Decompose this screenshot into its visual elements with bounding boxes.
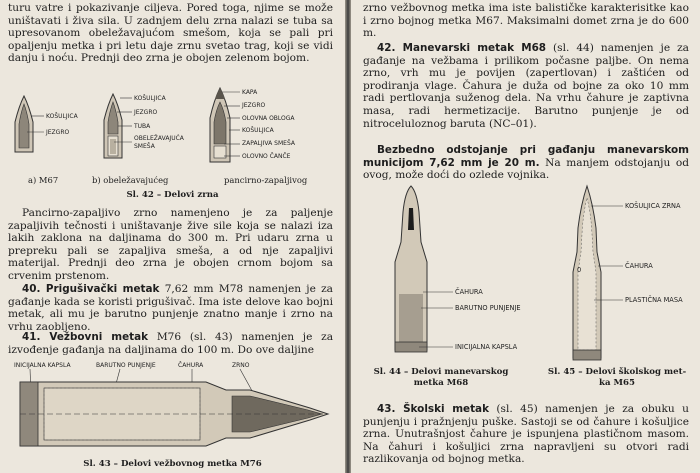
right-page [351, 0, 700, 473]
cartridge-m76-drawing [20, 382, 328, 446]
heading-section-42: 42. Manevarski metak M68 [377, 42, 547, 54]
paragraph-training-continued: zrno vežbovnog metka ima iste balističke karakterisitke kao i zrno bojnog metka M67. Maksimalni domet zrna je do 600 m. [363, 2, 689, 40]
label-obelezavajuca: OBELEŽAVAJUĆA [134, 135, 184, 142]
heading-section-40: 40. Prigušivački metak [22, 283, 160, 295]
paragraph-section-40 [8, 283, 333, 333]
figure-45-caption-line1: Sl. 45 – Delovi školskog met- [547, 367, 687, 377]
figure-44 [351, 182, 521, 360]
heading-section-41: 41. Vežbovni metak [22, 331, 149, 343]
label-barutno-punjenje-44: BARUTNO PUNJENJE [455, 304, 521, 312]
paragraph-section-41 [8, 331, 333, 356]
body-section-40: 7,62 mm M78 namenjen je za gađanje kada se koristi prigušivač. Ima iste delove kao bojni metak, ali mu je barutno punjenje znatno manje i zrno na vrhu zaobljeno. [8, 283, 333, 333]
bullet-tracer-drawing [104, 94, 185, 158]
label-olovna-obloga: OLOVNA OBLOGA [242, 115, 295, 122]
label-kosuljica-c: KOŠULJICA [242, 127, 274, 134]
safety-distance-heading: Bezbedno odstojanje pri gađanju manevarskom municijom 7,62 mm je 20 m. [363, 144, 689, 169]
mark-zero-45: 0 [577, 266, 582, 274]
figure-42-caption: Sl. 42 – Delovi zrna [126, 190, 219, 200]
figure-42 [0, 82, 345, 194]
figure-44-caption-line2: metka M68 [413, 378, 469, 388]
body-section-42: (sl. 44) namenjen je za gađanje na vežbama i prilikom počasne paljbe. On nema zrno, vrh mu je povijen (zapertlovan) i zaštićen od prodiranja vlage. Čahura je duža od bojne za oko 10 mm radi pertlovanja suženog dela. Na vrhu čahure je zaptivna masa, radi hermetizacije. Barutno punjenje je od nitroceluloznog baruta (NC–01). [363, 42, 689, 130]
left-page [0, 0, 345, 473]
figure-44-caption-line1: Sl. 44 – Delovi manevarskog [373, 367, 509, 377]
paragraph-tracer-bullet: turu vatre i pokazivanje ciljeva. Pored toga, njime se može uništavati i živa sila. U zadnjem delu zrna nalazi se tuba sa upresovanom obeležavajućom smešom, koja se pali pri opaljenju metka i pri letu daje zrnu svetao trag, koji se vidi danju i noću. Prednji deo zrna je obojen zelenom bojom. [8, 2, 333, 65]
label-kosuljica-a: KOŠULJICA [46, 113, 78, 120]
label-plasticna-masa: PLASTIČNA MASA [625, 296, 683, 304]
label-jezgro-a: JEZGRO [46, 129, 70, 136]
label-cahura-44: ČAHURA [455, 288, 483, 296]
label-cahura-45: ČAHURA [625, 262, 653, 270]
label-kapa: KAPA [242, 89, 258, 96]
paragraph-armor-piercing: Pancirno-zapaljivo zrno namenjeno je za paljenje zapaljivih tečnosti i uništavanje žive sile koja se nalazi iza lakih zaklona na daljinama do 300 m. Pri udaru zrna u prepreku pali se zapaljiva smeša, a od nje zapaljivi materijal. Prednji deo zrna je obojen crnom bojom sa crvenim prstenom. [8, 207, 333, 282]
label-zapaljiva-smesa: ZAPALJIVA SMEŠA [242, 140, 295, 147]
figure-45 [541, 182, 700, 368]
label-kosuljica-zrna: KOŠULJICA ZRNA [625, 202, 681, 210]
label-smesa: SMEŠA [134, 143, 155, 150]
blank-cartridge-m68-drawing [395, 186, 427, 352]
label-inicijalna-kapsla-44: INICIJALNA KAPSLA [455, 343, 518, 351]
label-inicijalna-kapsla-43: INICIJALNA KAPSLA [14, 362, 71, 369]
label-cahura-43: ČAHURA [178, 362, 204, 369]
subcaption-c: pancirno-zapaljivog [224, 175, 308, 185]
figure-43 [0, 358, 345, 456]
label-zrno-43: ZRNO [232, 362, 250, 369]
label-tuba: TUBA [134, 123, 151, 130]
subcaption-b: b) obeležavajućeg [92, 175, 169, 185]
paragraph-section-43 [363, 403, 689, 466]
label-barutno-punjenje-43: BARUTNO PUNJENJE [96, 362, 156, 369]
paragraph-safety-distance [363, 144, 689, 182]
paragraph-section-42 [363, 42, 689, 130]
label-jezgro-b: JEZGRO [134, 109, 158, 116]
bullet-m67-drawing [15, 96, 79, 152]
figure-43-caption: Sl. 43 – Delovi vežbovnog metka M76 [83, 459, 262, 469]
body-section-43: (sl. 45) namenjen je za obuku u punjenju i pražnjenju puške. Sastoji se od čahure i košuljice zrna. Unutrašnjost čahure je ispunjena plastičnom masom. Na čahuri i košuljici zrna napravljeni su otvori radi razlikovanja od bojnog metka. [363, 403, 689, 466]
heading-section-43: 43. Školski metak [377, 403, 489, 415]
figure-45-caption [537, 367, 697, 389]
subcaption-a: a) M67 [28, 175, 59, 185]
label-kosuljica-b: KOŠULJICA [134, 95, 166, 102]
safety-distance-body: Na manjem odstojanju od ovog, može doći do ozlede vojnika. [363, 156, 689, 182]
figure-45-caption-line2: ka M65 [599, 378, 635, 388]
body-section-41: M76 (sl. 43) namenjen je za izvođenje gađanja na daljinama do 100 m. Do ove daljine [8, 331, 334, 356]
bullet-ap-incendiary-drawing [210, 88, 296, 162]
label-jezgro-c: JEZGRO [242, 102, 266, 109]
label-olovno-cance: OLOVNO ČANČE [242, 153, 291, 160]
figure-44-caption [371, 367, 511, 389]
